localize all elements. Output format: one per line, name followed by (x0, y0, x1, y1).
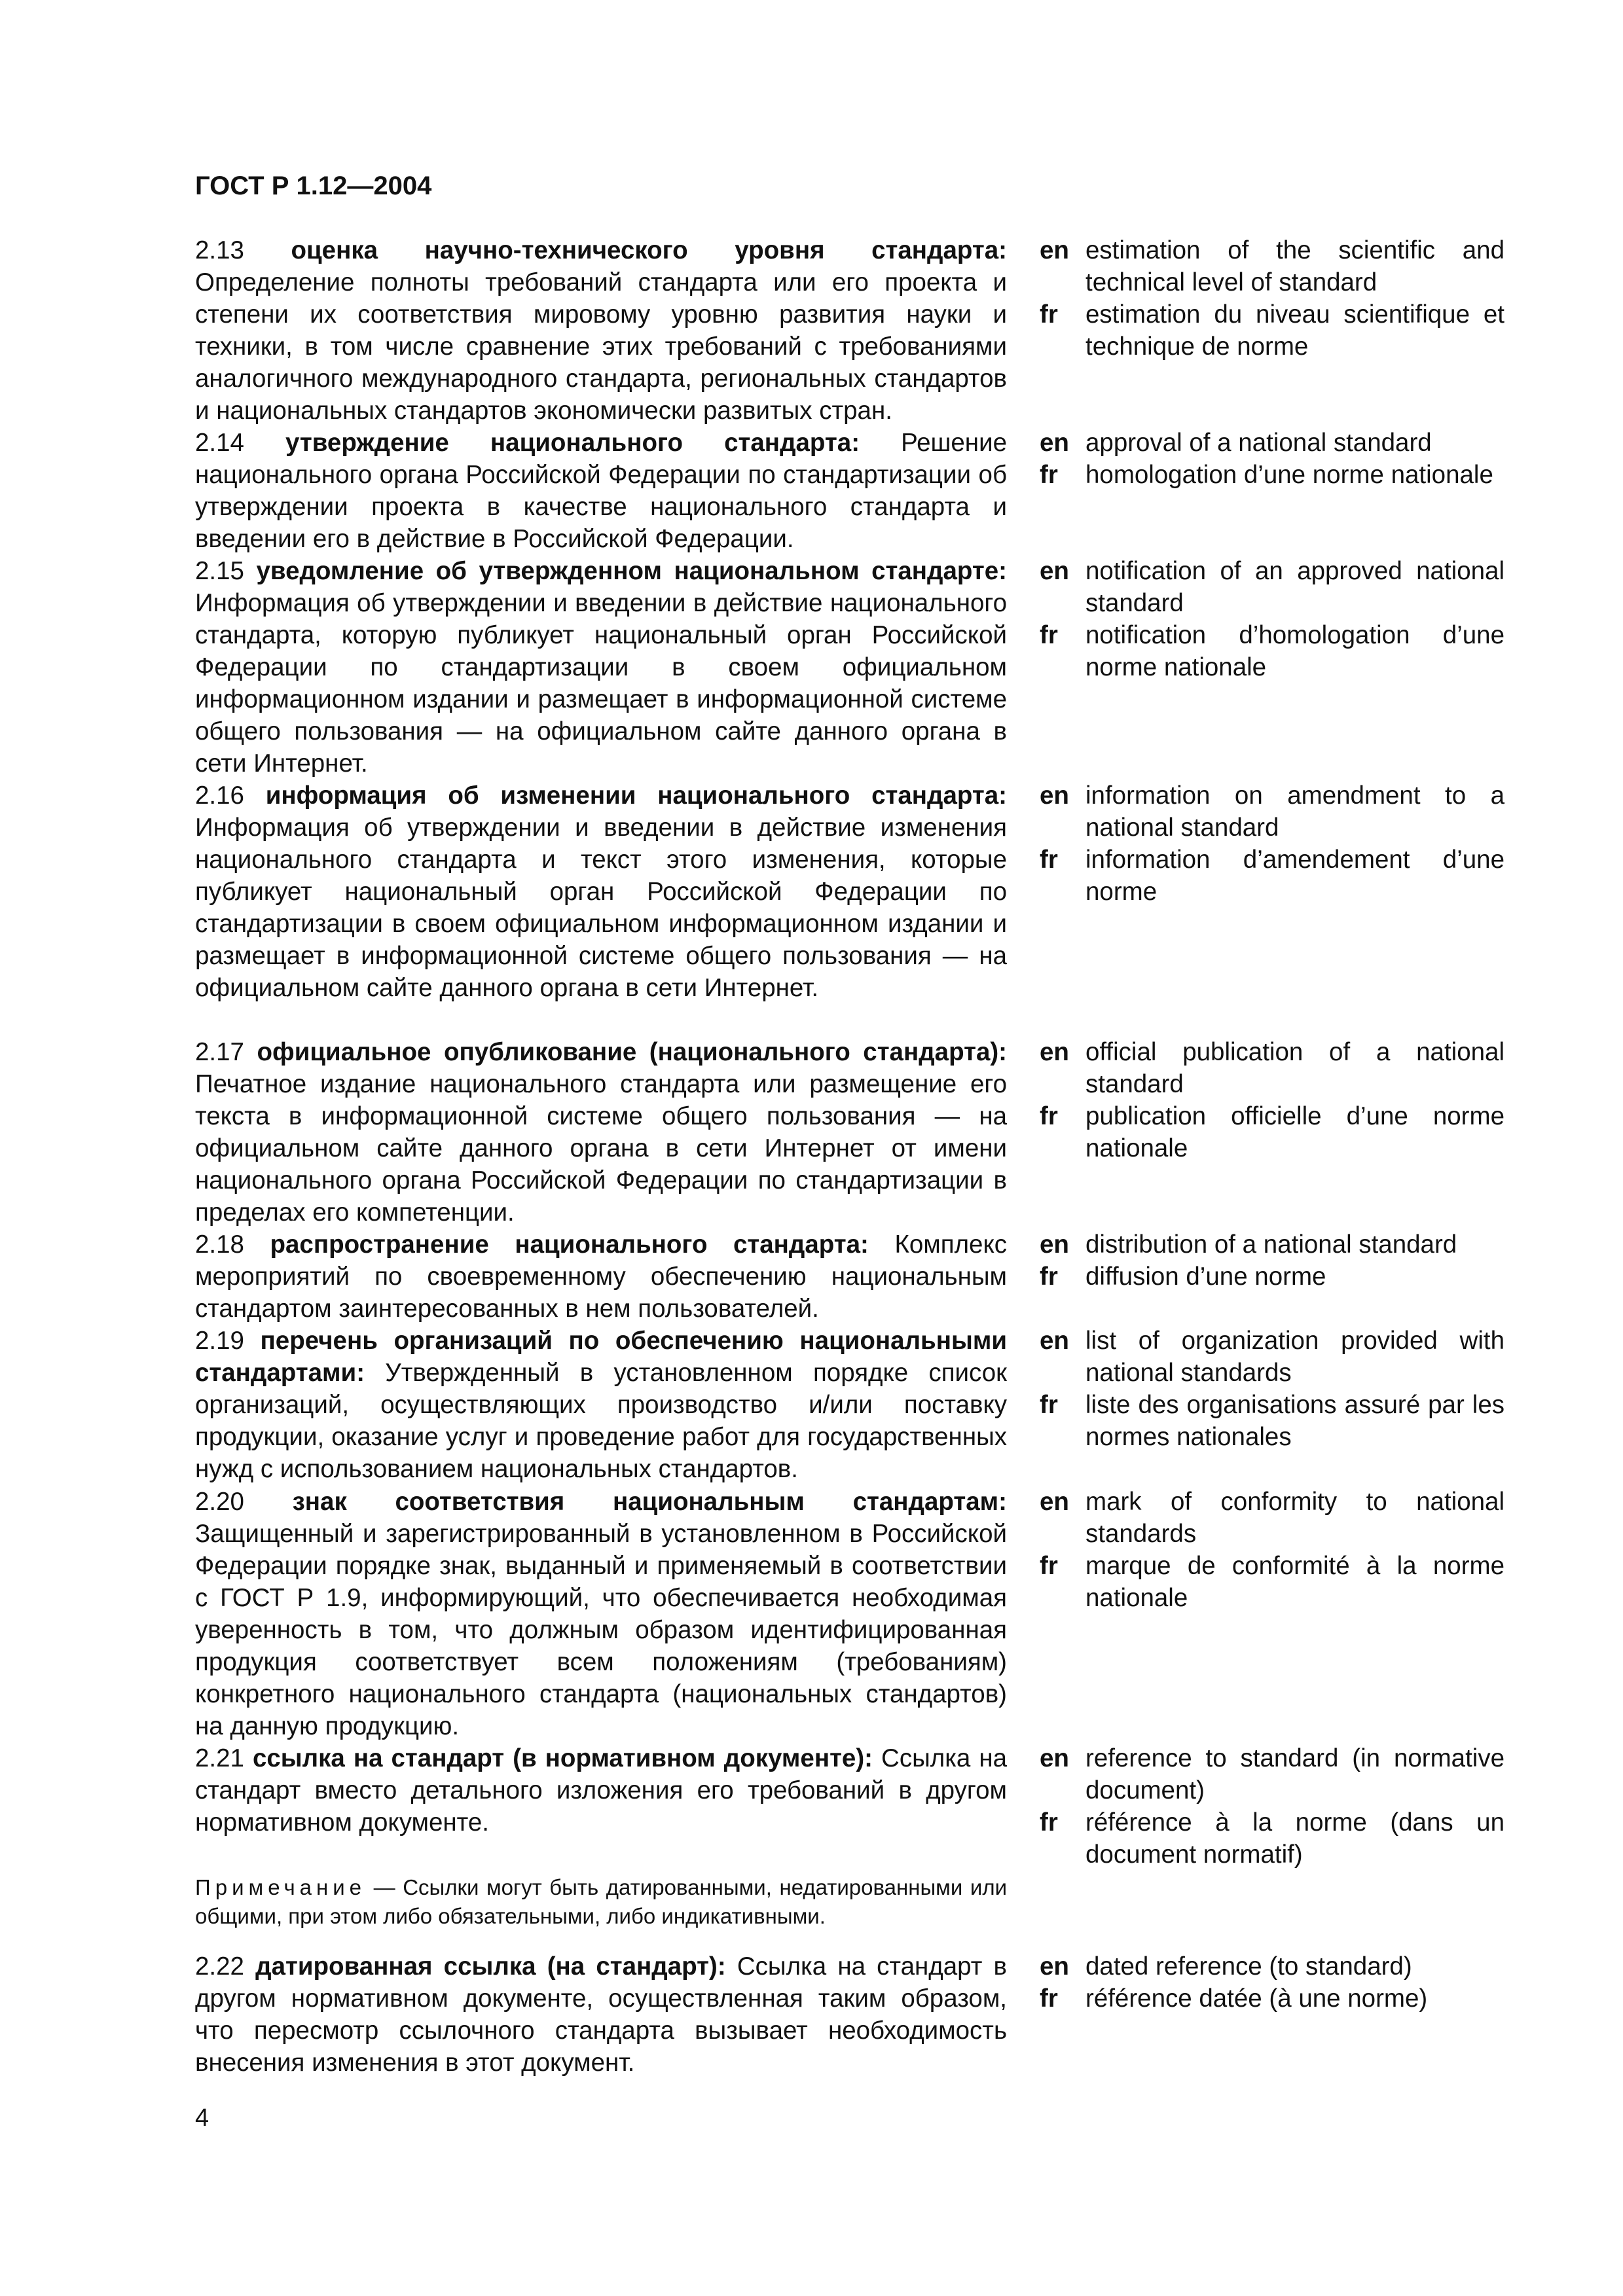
term-number: 2.22 (195, 1952, 244, 1981)
term-translations (1040, 555, 1504, 683)
lang-code-fr: fr (1040, 1391, 1058, 1419)
term-definition: Утвержденный в установленном порядке список организаций, осуществляющих производство и/или поставку продукции, оказание услуг и проведение работ для государственных нужд с использованием национальных стандартов. (195, 1359, 1007, 1483)
term-definition: Информация об утверждении и введении в действие национального стандарта, которую публикует национальный орган Российской Федерации по стандартизации в своем официальном информационном издании и размещает в информационной системе общего пользования — на официальном сайте данного органа в сети Интернет. (195, 589, 1007, 778)
lang-code-fr: fr (1040, 1102, 1058, 1130)
english-equivalent: official publication of a national standard (1085, 1038, 1504, 1098)
english-equivalent: distribution of a national standard (1085, 1230, 1457, 1259)
term-definition: Решение национального органа Российской Федерации по стандартизации об утверждении проекта в качестве национального стандарта и введении его в действие в Российской Федерации. (195, 429, 1007, 553)
term-entry (195, 234, 1007, 427)
term-name: оценка научно-технического уровня стандарта: (291, 236, 1008, 264)
term-translations (1040, 1325, 1504, 1453)
term-definition: Комплекс мероприятий по своевременному обеспечению национальным стандартом заинтересованных в нем пользователей. (195, 1230, 1007, 1323)
english-equivalent: list of organization provided with national standards (1085, 1327, 1504, 1387)
lang-code-fr: fr (1040, 621, 1058, 649)
french-equivalent: homologation d’une norme nationale (1085, 461, 1493, 489)
english-equivalent: approval of a national standard (1085, 429, 1432, 457)
term-translations (1040, 1036, 1504, 1164)
lang-code-en: en (1040, 557, 1069, 585)
lang-code-fr: fr (1040, 1984, 1058, 2013)
document-code-header: ГОСТ Р 1.12—2004 (195, 171, 432, 200)
lang-code-en: en (1040, 1744, 1069, 1772)
lang-code-en: en (1040, 429, 1069, 457)
lang-code-en: en (1040, 1488, 1069, 1516)
lang-code-fr: fr (1040, 1263, 1058, 1291)
term-name: утверждение национального стандарта: (285, 429, 860, 457)
term-definition: Печатное издание национального стандарта или размещение его текста в информационной системе общего пользования — на официальном сайте данного органа в сети Интернет от имени национального органа Российской Федерации по стандартизации в пределах его компетенции. (195, 1070, 1007, 1227)
term-entry (195, 555, 1007, 780)
term-entry (195, 1486, 1007, 1742)
term-definition: Ссылка на стандарт вместо детального изложения его требований в другом нормативном документе. (195, 1744, 1007, 1837)
term-translations (1040, 1486, 1504, 1614)
note-text: — Ссылки могут быть датированными, недатированными или общими, при этом либо обязательными, либо индикативными. (195, 1875, 1008, 1928)
french-equivalent: référence datée (à une norme) (1085, 1984, 1428, 2013)
term-number: 2.20 (195, 1488, 244, 1516)
lang-code-en: en (1040, 1038, 1069, 1066)
english-equivalent: reference to standard (in normative document) (1085, 1744, 1504, 1804)
note-label: Примечание (195, 1875, 367, 1899)
english-equivalent: mark of conformity to national standards (1085, 1488, 1504, 1548)
term-name: датированная ссылка (на стандарт): (255, 1952, 726, 1981)
term-number: 2.17 (195, 1038, 244, 1066)
page-number: 4 (195, 2104, 210, 2132)
term-name: распространение национального стандарта: (270, 1230, 869, 1259)
term-number: 2.15 (195, 557, 244, 585)
french-equivalent: marque de conformité à la norme nationale (1085, 1552, 1504, 1612)
term-definition: Информация об утверждении и введении в действие изменения национального стандарта и текст этого изменения, которые публикует национальный орган Российской Федерации по стандартизации в своем официальном информационном издании и размещает в информационной системе общего пользования — на официальном сайте данного органа в сети Интернет. (195, 814, 1007, 1002)
lang-code-en: en (1040, 781, 1069, 810)
lang-code-fr: fr (1040, 300, 1058, 329)
term-entry (195, 1950, 1007, 2079)
term-name: уведомление об утвержденном национальном стандарте: (256, 557, 1008, 585)
lang-code-fr: fr (1040, 846, 1058, 874)
term-translations (1040, 1229, 1504, 1293)
term-translations (1040, 780, 1504, 908)
english-equivalent: notification of an approved national standard (1085, 557, 1504, 617)
english-equivalent: information on amendment to a national standard (1085, 781, 1504, 842)
lang-code-fr: fr (1040, 461, 1058, 489)
lang-code-fr: fr (1040, 1552, 1058, 1580)
term-number: 2.19 (195, 1327, 244, 1355)
french-equivalent: diffusion d’une norme (1085, 1263, 1326, 1291)
french-equivalent: notification d’homologation d’une norme nationale (1085, 621, 1504, 681)
term-name: знак соответствия национальным стандартам: (292, 1488, 1007, 1516)
french-equivalent: publication officielle d’une norme nationale (1085, 1102, 1504, 1162)
lang-code-en: en (1040, 236, 1069, 264)
lang-code-en: en (1040, 1327, 1069, 1355)
term-definition: Защищенный и зарегистрированный в установленном в Российской Федерации порядке знак, выданный и применяемый в соответствии с ГОСТ Р 1.9, информирующий, что обеспечивается необходимая уверенность в том, что должным образом идентифицированная продукция соответствует всем положениям (требованиям) конкретного национального стандарта (национальных стандартов) на данную продукцию. (195, 1520, 1007, 1740)
term-name: официальное опубликование (национального стандарта): (257, 1038, 1007, 1066)
term-number: 2.13 (195, 236, 244, 264)
term-translations (1040, 427, 1504, 491)
term-definition: Ссылка на стандарт в другом нормативном документе, осуществленная таким образом, что пересмотр ссылочного стандарта вызывает необходимость внесения изменения в этот документ. (195, 1952, 1007, 2077)
term-entry (195, 1325, 1007, 1485)
term-number: 2.21 (195, 1744, 244, 1772)
term-translations (1040, 234, 1504, 363)
lang-code-en: en (1040, 1230, 1069, 1259)
term-definition: Определение полноты требований стандарта или его проекта и степени их соответствия мировому уровню развития науки и техники, в том числе сравнение этих требований с требованиями аналогичного международного стандарта, региональных стандартов и национальных стандартов экономически развитых стран. (195, 268, 1007, 425)
term-entry (195, 1742, 1007, 1839)
term-number: 2.18 (195, 1230, 244, 1259)
french-equivalent: référence à la norme (dans un document normatif) (1085, 1808, 1504, 1869)
term-entry (195, 780, 1007, 1004)
french-equivalent: estimation du niveau scientifique et technique de norme (1085, 300, 1504, 361)
french-equivalent: liste des organisations assuré par les normes nationales (1085, 1391, 1504, 1451)
term-number: 2.14 (195, 429, 244, 457)
term-translations (1040, 1950, 1504, 2015)
term-name: перечень организаций по обеспечению национальными стандартами: (195, 1327, 1007, 1387)
term-name: ссылка на стандарт (в нормативном документе): (252, 1744, 873, 1772)
note-paragraph (195, 1873, 1007, 1931)
lang-code-en: en (1040, 1952, 1069, 1981)
term-entry (195, 427, 1007, 555)
term-name: информация об изменении национального стандарта: (265, 781, 1007, 810)
english-equivalent: estimation of the scientific and technical level of standard (1085, 236, 1504, 296)
french-equivalent: information d’amendement d’une norme (1085, 846, 1504, 906)
term-entry (195, 1036, 1007, 1229)
english-equivalent: dated reference (to standard) (1085, 1952, 1412, 1981)
term-entry (195, 1229, 1007, 1325)
term-translations (1040, 1742, 1504, 1871)
lang-code-fr: fr (1040, 1808, 1058, 1837)
term-number: 2.16 (195, 781, 244, 810)
